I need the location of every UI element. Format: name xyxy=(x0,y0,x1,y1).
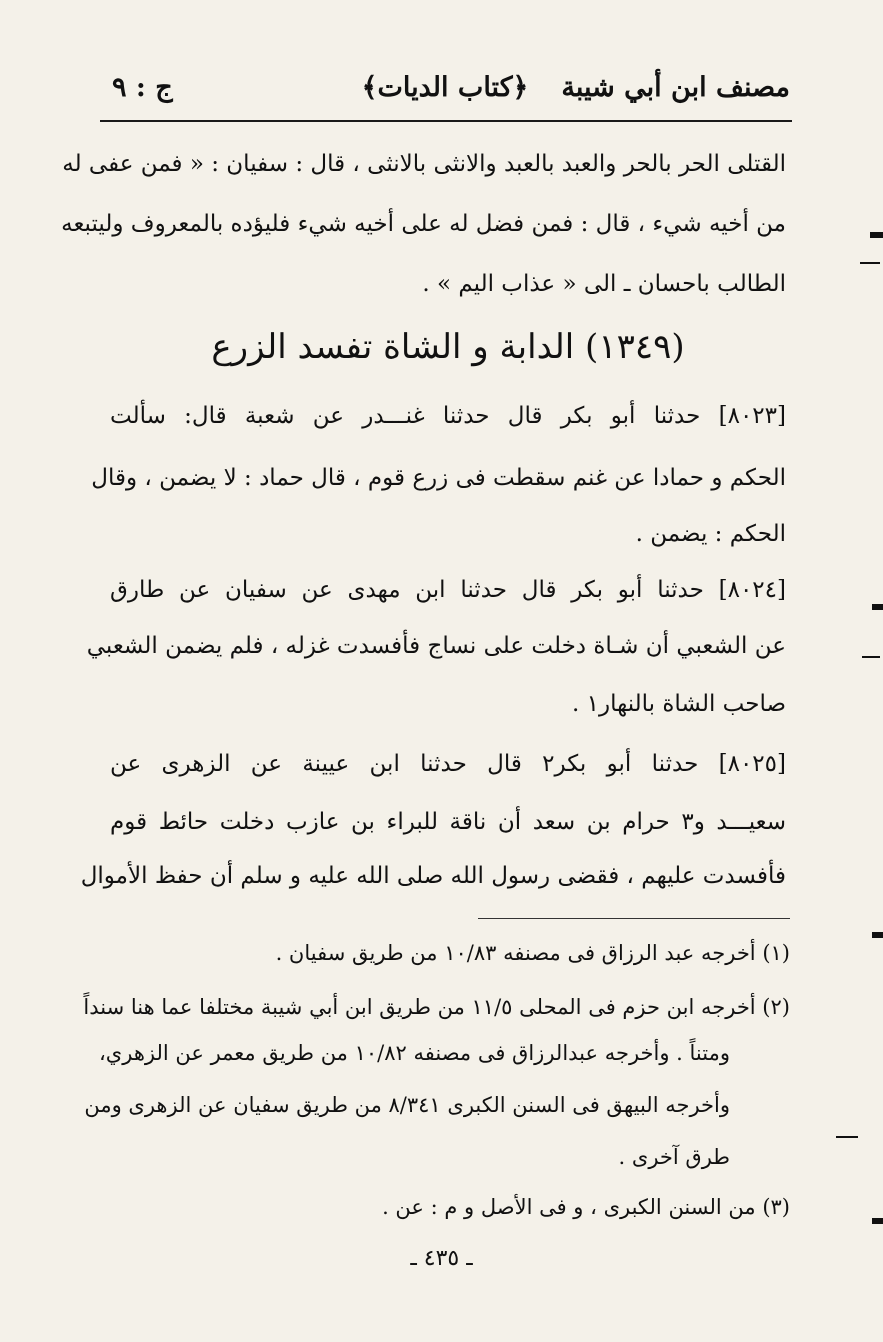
hadith-line: فأفسدت عليهم ، فقضى رسول الله صلى الله عليه و سلم أن حفظ الأموال xyxy=(80,863,786,889)
scan-mark xyxy=(872,932,883,938)
scan-mark xyxy=(870,232,883,238)
footnote-rule xyxy=(478,918,790,919)
footnote-1: (١) أخرجه عبد الرزاق فى مصنفه ١٠/٨٣ من طريق سفيان . xyxy=(275,941,790,965)
chapter-heading: (١٣٤٩) الدابة و الشاة تفسد الزرع xyxy=(211,327,685,367)
hadith-line: [٨٠٢٥] حدثنا أبو بكر٢ قال حدثنا ابن عيينة عن الزهرى عن xyxy=(110,751,786,777)
section-title: ﴿كتاب الديات﴾ xyxy=(361,72,529,103)
header-rule xyxy=(100,120,792,122)
footnote-2-line: ومتناً . وأخرجه عبدالرزاق فى مصنفه ١٠/٨٢ من طريق معمر عن الزهري، xyxy=(99,1041,730,1065)
text-line: من أخيه شيء ، قال : فمن فضل له على أخيه شيء فليؤده بالمعروف وليتبعه xyxy=(61,211,786,237)
footnote-2-line: طرق آخرى . xyxy=(618,1145,730,1169)
text-line: القتلى الحر بالحر والعبد بالعبد والانثى بالانثى ، قال : سفيان : « فمن عفى له xyxy=(62,151,786,177)
hadith-line: الحكم و حمادا عن غنم سقطت فى زرع قوم ، قال حماد : لا يضمن ، وقال xyxy=(91,465,786,491)
text-line: الطالب باحسان ـ الى « عذاب اليم » . xyxy=(422,271,786,297)
footnote-2: (٢) أخرجه ابن حزم فى المحلى ١١/٥ من طريق ابن أبي شيبة مختلفا عما هنا سنداً xyxy=(83,995,790,1019)
hadith-line: الحكم : يضمن . xyxy=(635,521,786,547)
hadith-line: سعيـــد و٣ حرام بن سعد أن ناقة للبراء بن عازب دخلت حائط قوم xyxy=(110,809,786,835)
hadith-line: [٨٠٢٣] حدثنا أبو بكر قال حدثنا غنـــدر عن شعبة قال: سألت xyxy=(110,403,786,429)
footnote-2-line: وأخرجه البيهق فى السنن الكبرى ٨/٣٤١ من طريق سفيان عن الزهرى ومن xyxy=(84,1093,730,1117)
hadith-line: [٨٠٢٤] حدثنا أبو بكر قال حدثنا ابن مهدى عن سفيان عن طارق xyxy=(110,577,786,603)
book-title: مصنف ابن أبي شيبة xyxy=(561,72,790,103)
scan-mark xyxy=(836,1136,858,1138)
scan-mark xyxy=(872,1218,883,1224)
page-number: ـ ٤٣٥ ـ xyxy=(410,1246,473,1271)
footnote-3: (٣) من السنن الكبرى ، و فى الأصل و م : عن . xyxy=(382,1195,790,1219)
scan-mark xyxy=(862,656,880,658)
hadith-line: صاحب الشاة بالنهار١ . xyxy=(572,691,786,717)
scan-mark xyxy=(860,262,880,264)
hadith-line: عن الشعبي أن شـاة دخلت على نساج فأفسدت غزله ، فلم يضمن الشعبي xyxy=(86,633,786,659)
page-header xyxy=(100,72,790,120)
scan-mark xyxy=(872,604,883,610)
volume-number: ج : ٩ xyxy=(112,72,173,103)
